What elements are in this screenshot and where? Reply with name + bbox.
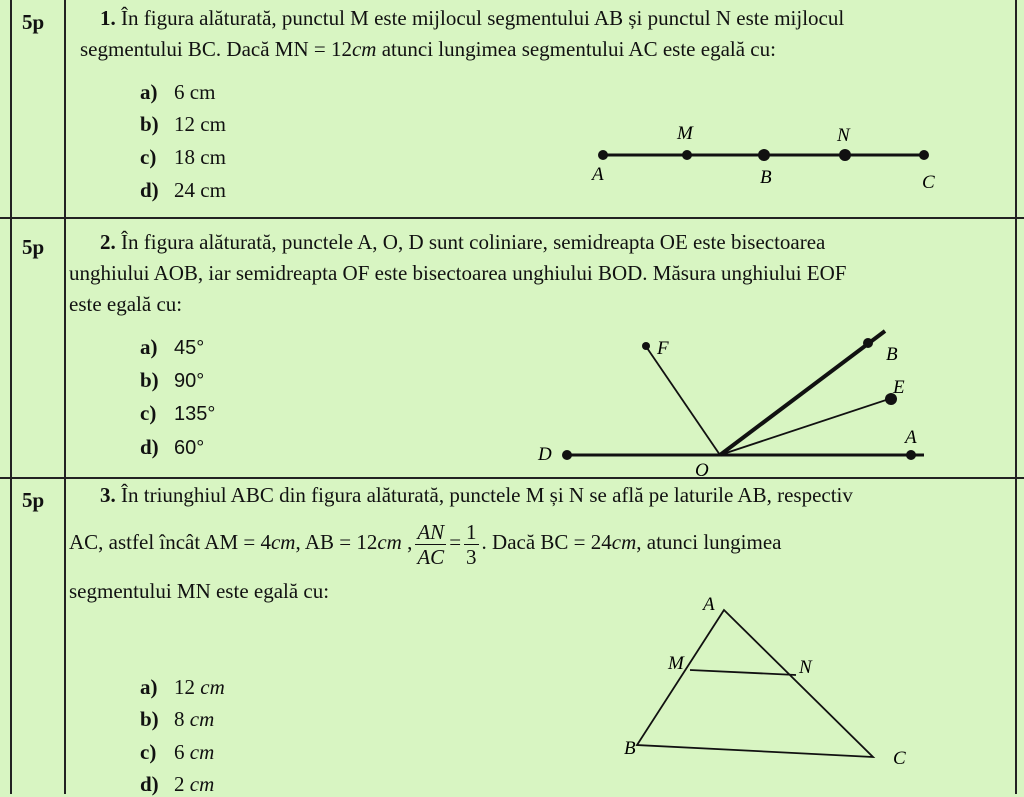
problem-1-option-a[interactable]: a) 6 cm (140, 80, 216, 104)
label-B: B (886, 344, 898, 365)
label-N: N (799, 657, 812, 678)
label-A: A (592, 164, 604, 185)
label-M: M (668, 653, 684, 674)
label-C: C (922, 172, 935, 193)
label-D: D (538, 444, 552, 465)
problem-2-line-2: unghiului AOB, iar semidreapta OF este bisectoarea unghiului BOD. Măsura unghiului EOF (69, 261, 847, 285)
problem-3-points: 5p (22, 488, 45, 512)
problem-3-option-a[interactable]: a) 12 cm (140, 675, 225, 699)
problem-1-line-2: segmentului BC. Dacă MN = 12cm atunci lungimea segmentului AC este egală cu: (80, 37, 776, 61)
label-M: M (677, 123, 693, 144)
label-B: B (760, 167, 772, 188)
problem-3-line-3: segmentului MN este egală cu: (69, 579, 330, 603)
problem-3-option-d[interactable]: d) 2 cm (140, 772, 215, 796)
problem-2-line-3: este egală cu: (69, 292, 183, 316)
label-A: A (703, 594, 715, 615)
problem-1-points: 5p (22, 10, 45, 34)
problem-2-points: 5p (22, 235, 45, 259)
problem-2-option-d[interactable]: d) 60° (140, 435, 205, 459)
problem-2-option-b[interactable]: b) 90° (140, 368, 205, 392)
label-F: F (657, 338, 669, 359)
fraction-AN-AC: $\frac{AN}{AC}$ (417, 519, 445, 569)
problem-2-number: 2. (100, 230, 116, 254)
problem-3-line-2: AC, astfel încât AM = 4cm, AB = 12cm , $\frac{AN}{AC}$ = $\frac{1}{3}$ . Dacă BC = 24cm, atunci lungimea (69, 519, 782, 569)
label-O: O (695, 460, 709, 481)
problem-1-option-c[interactable]: c) 18 cm (140, 145, 226, 169)
problem-1-option-d[interactable]: d) 24 cm (140, 178, 226, 202)
problem-1-option-b[interactable]: b) 12 cm (140, 112, 226, 136)
label-E: E (893, 377, 905, 398)
problem-2-option-c[interactable]: c) 135° (140, 401, 216, 425)
problem-3-option-c[interactable]: c) 6 cm (140, 740, 215, 764)
problem-3-text-1: În triunghiul ABC din figura alăturată, punctele M și N se află pe laturile AB, respectiv (121, 483, 853, 507)
label-B: B (624, 738, 636, 759)
problem-1-text-1: În figura alăturată, punctul M este mijlocul segmentului AB și punctul N este mijlocul (121, 6, 845, 30)
problem-2-option-a[interactable]: a) 45° (140, 335, 205, 359)
problem-2-text-1: În figura alăturată, punctele A, O, D sunt coliniare, semidreapta OE este bisectoarea (121, 230, 826, 254)
label-A: A (905, 427, 917, 448)
label-C: C (893, 748, 906, 769)
fraction-1-3: $\frac{1}{3}$ (466, 519, 477, 569)
problem-1-number: 1. (100, 6, 116, 30)
label-N: N (837, 125, 850, 146)
problem-3-number: 3. (100, 483, 116, 507)
problem-3-option-b[interactable]: b) 8 cm (140, 707, 215, 731)
